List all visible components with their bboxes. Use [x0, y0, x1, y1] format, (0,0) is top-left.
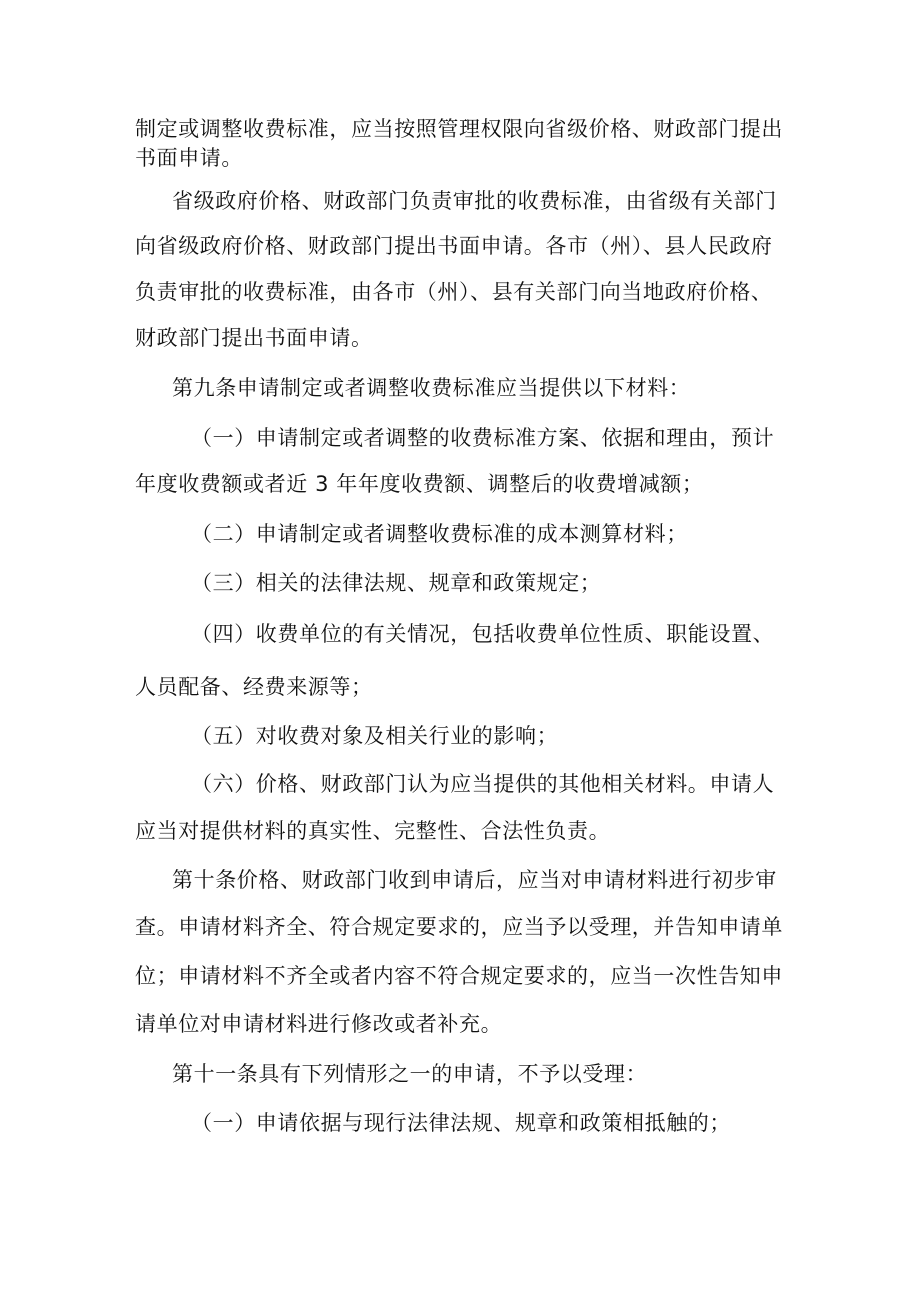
- text-line: 年度收费额或者近 3 年年度收费额、调整后的收费增减额；: [135, 472, 704, 496]
- list-item: （一）申请制定或者调整的收费标准方案、依据和理由，预计: [191, 426, 775, 450]
- list-item: （二）申请制定或者调整收费标准的成本测算材料；: [191, 522, 688, 546]
- list-item: （四）收费单位的有关情况，包括收费单位性质、职能设置、: [191, 622, 775, 646]
- paragraph-first-line: 省级政府价格、财政部门负责审批的收费标准，由省级有关部门: [172, 189, 777, 213]
- list-item: （一）申请依据与现行法律法规、规章和政策相抵触的；: [191, 1111, 731, 1135]
- article-heading: 第十一条具有下列情形之一的申请，不予以受理：: [172, 1062, 648, 1086]
- text-line: 人员配备、经费来源等；: [135, 675, 373, 699]
- text-line: 应当对提供材料的真实性、完整性、合法性负责。: [135, 819, 611, 843]
- list-item: （六）价格、财政部门认为应当提供的其他相关材料。申请人: [191, 772, 775, 796]
- text-line: 财政部门提出书面申请。: [135, 326, 373, 350]
- text-line: 请单位对申请材料进行修改或者补充。: [135, 1012, 503, 1036]
- text-line: 查。申请材料齐全、符合规定要求的，应当予以受理，并告知申请单: [135, 915, 783, 939]
- text-line: 负责审批的收费标准，由各市（州）、县有关部门向当地政府价格、: [135, 280, 773, 304]
- list-item: （五）对收费对象及相关行业的影响；: [191, 724, 559, 748]
- text-line: 书面申请。: [135, 146, 243, 170]
- text-line: 制定或调整收费标准，应当按照管理权限向省级价格、财政部门提出: [135, 117, 783, 141]
- text-line: 位；申请材料不齐全或者内容不符合规定要求的，应当一次性告知申: [135, 964, 783, 988]
- list-item: （三）相关的法律法规、规章和政策规定；: [191, 571, 602, 595]
- article-heading: 第十条价格、财政部门收到申请后，应当对申请材料进行初步审: [172, 868, 777, 892]
- article-heading: 第九条申请制定或者调整收费标准应当提供以下材料：: [172, 376, 691, 400]
- text-line: 向省级政府价格、财政部门提出书面申请。各市（州）、县人民政府: [135, 234, 773, 258]
